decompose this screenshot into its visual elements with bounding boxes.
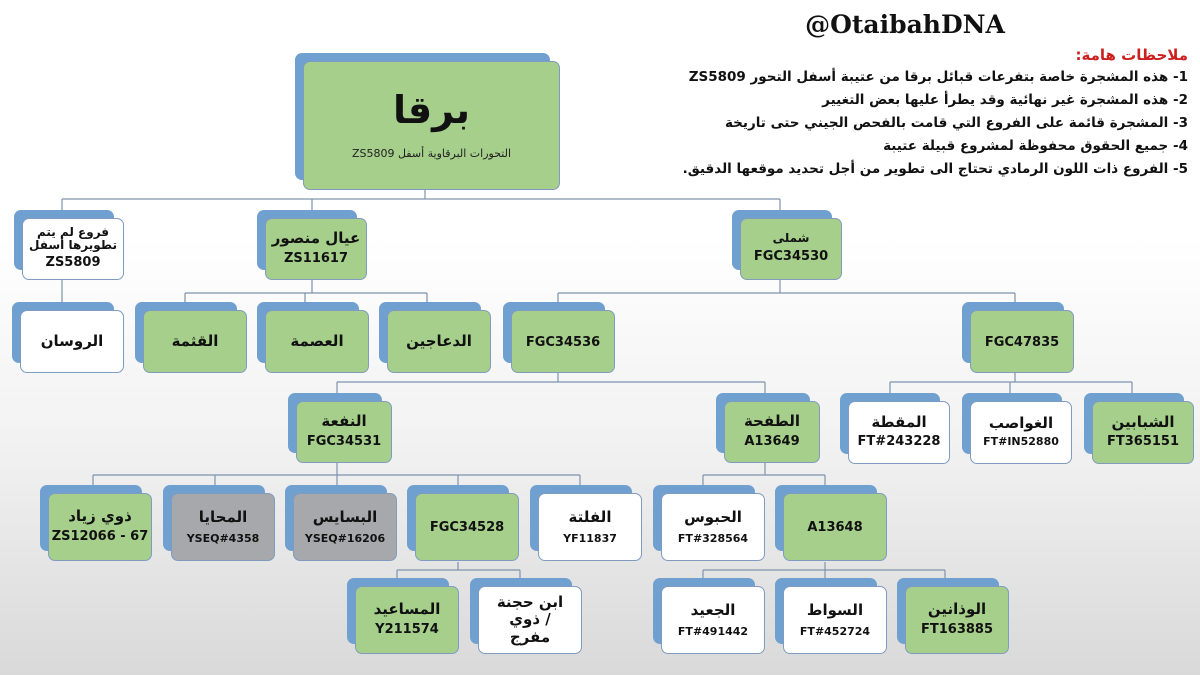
node-name: القثمة: [171, 331, 219, 350]
root-node: [295, 53, 560, 190]
node-fgc34536: [503, 302, 615, 373]
node-code: FGC34528: [429, 520, 505, 536]
node-name: العصمة: [290, 331, 344, 350]
node-name: الدعاجين: [406, 331, 472, 350]
node-name: الوذانين: [927, 600, 987, 619]
root-title: برقا: [392, 88, 471, 132]
node-fgc34528: [407, 485, 519, 561]
note-item: 1- هذه المشجرة خاصة بتفرعات قبائل برقا من عتيبة أسفل التحور ZS5809: [688, 69, 1188, 85]
node-maqta: [840, 393, 950, 464]
node-code: FT365151: [1106, 434, 1180, 450]
node-rosan: [12, 302, 124, 373]
node-tafha: [716, 393, 820, 463]
node-code: FT#452724: [799, 625, 871, 639]
node-sawat: [775, 578, 887, 654]
node-shamla: [732, 210, 842, 280]
node-daajin: [379, 302, 491, 373]
node-code: A13649: [744, 433, 800, 449]
node-code: Y211574: [375, 621, 439, 637]
node-hubus: [653, 485, 765, 561]
node-name: عيال منصور: [271, 229, 361, 248]
node-name: البسايس: [312, 507, 378, 526]
node-code: FGC34531: [306, 433, 382, 449]
node-masaid: [347, 578, 459, 654]
node-code: FT163885: [920, 621, 994, 637]
node-mahaya: [163, 485, 275, 561]
node-code: FT#IN52880: [983, 435, 1059, 449]
node-code: FGC34536: [525, 334, 601, 350]
node-name: المقطة: [871, 412, 927, 431]
node-fulta: [530, 485, 642, 561]
node-code: YF11837: [563, 532, 617, 546]
node-code: A13648: [807, 520, 863, 536]
node-nafaa: [288, 393, 392, 463]
node-ghawasib: [962, 393, 1072, 464]
node-dhawi-ziyad: [40, 485, 152, 561]
node-shabayin: [1084, 393, 1194, 464]
notes-title: ملاحظات هامة:: [1075, 46, 1188, 64]
node-code: ZS5809: [45, 255, 101, 271]
node-jaid: [653, 578, 765, 654]
node-name: الغواصب: [988, 414, 1054, 433]
node-name: الطفحة: [743, 412, 801, 431]
node-name: ابن حجنة / ذوي مفرج: [496, 593, 564, 646]
note-item: 3- المشجرة قائمة على الفروع التي قامت بالفحص الجيني حتى تاريخة: [724, 115, 1188, 131]
node-asma: [257, 302, 369, 373]
node-name: الشبابين: [1111, 412, 1175, 431]
node-fgc47835: [962, 302, 1074, 373]
node-code: ZS11617: [283, 250, 349, 266]
node-name: الروسان: [40, 331, 104, 350]
node-name: الجعيد: [690, 600, 736, 619]
node-code: YSEQ#16206: [304, 532, 386, 546]
node-name: ذوي زياد: [68, 507, 132, 526]
node-basayis: [285, 485, 397, 561]
node-qathma: [135, 302, 247, 373]
node-a13648: [775, 485, 887, 561]
node-code: ZS12066 - 67: [51, 528, 149, 544]
node-code: FT#328564: [677, 532, 749, 546]
account-handle: @OtaibahDNA: [805, 10, 1005, 39]
node-name: النفعة: [321, 412, 367, 431]
node-name: المحايا: [198, 507, 248, 526]
note-item: 4- جميع الحقوق محفوظة لمشروع قبيلة عتيبة: [883, 138, 1188, 154]
node-wadhayin: [897, 578, 1009, 654]
note-item: 5- الفروع ذات اللون الرمادي تحتاج الى تطوير من أجل تحديد موقعها الدقيق.: [682, 161, 1188, 177]
node-code: FT#491442: [677, 625, 749, 639]
node-name: فروع لم يتم تطويرها أسفل: [29, 224, 117, 253]
node-ayal-mansour: [257, 210, 367, 280]
node-name: شملى: [772, 231, 810, 246]
node-name: الفلتة: [568, 507, 612, 526]
node-code: FGC34530: [753, 248, 829, 264]
node-name: المساعيد: [373, 600, 441, 619]
node-name: السواط: [806, 600, 864, 619]
node-code: FGC47835: [984, 334, 1060, 350]
node-undeveloped: [14, 210, 124, 280]
node-name: الحبوس: [684, 507, 742, 526]
node-code: YSEQ#4358: [186, 532, 260, 546]
node-code: FT#243228: [857, 434, 941, 450]
notes-panel: [640, 46, 1188, 181]
node-ibn-hajna: [470, 578, 582, 654]
note-item: 2- هذه المشجرة غير نهائية وقد يطرأ عليها بعض التغيير: [822, 92, 1188, 108]
root-subtitle: التحورات البرقاوية أسفل ZS5809: [351, 147, 512, 160]
